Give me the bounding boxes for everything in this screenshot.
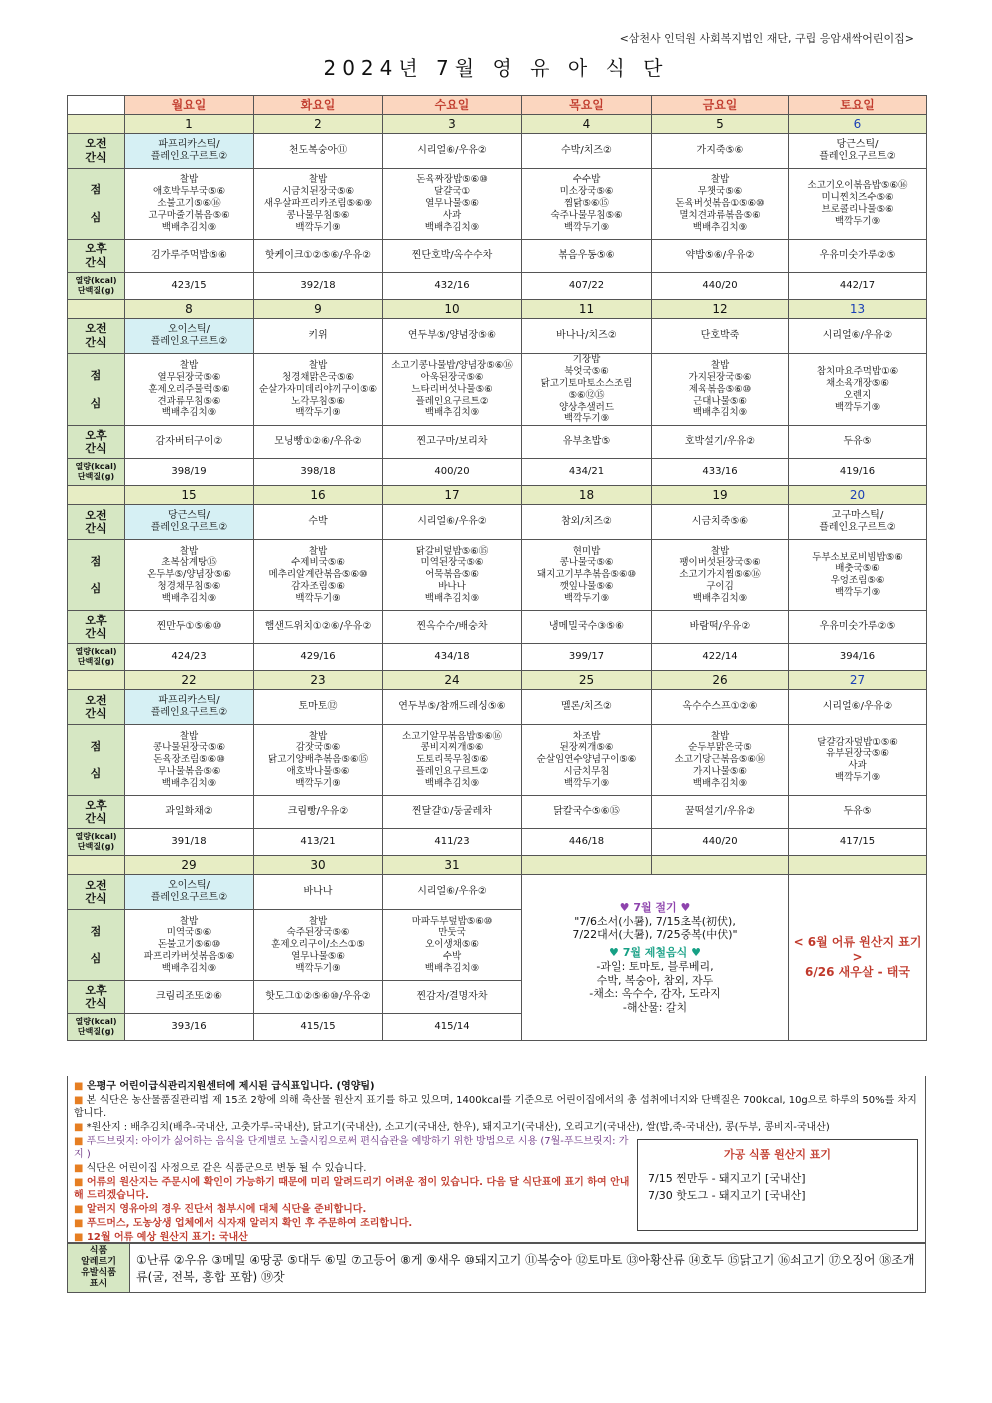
am-snack-cell: 바나나/치즈② (522, 319, 652, 354)
bullet-icon: ■ (74, 1136, 87, 1147)
date-cell: 30 (254, 856, 383, 875)
lunch-cell: 수수밥 미소장국⑤⑥ 찜닭⑤⑥⑮ 숙주나물무침⑤⑥ 백깍두기⑨ (522, 169, 652, 240)
pm-snack-cell: 김가루주먹밥⑤⑥ (125, 240, 254, 273)
am-snack-cell: 옥수수스프①②⑥ (652, 690, 789, 725)
lunch-cell: 두부소보로비빔밥⑤⑥ 배춧국⑤⑥ 우엉조림⑤⑥ 백깍두기⑨ (789, 540, 927, 611)
lunch-cell: 찰밥 미역국⑤⑥ 돈불고기⑤⑥⑩ 파프리카버섯볶음⑤⑥ 백배추김치⑨ (125, 910, 254, 981)
date-cell (652, 856, 789, 875)
date-cell (522, 856, 652, 875)
note-text: 식단은 어린이집 사정으로 같은 식품군으로 변동 될 수 있습니다. (86, 1163, 367, 1174)
pm-snack-cell: 우유미숫가루②⑤ (789, 611, 927, 644)
lunch-label: 점 심 (68, 169, 125, 240)
lunch-cell: 찰밥 숙주된장국⑤⑥ 훈제오리구이/소스①⑤ 열무나물⑤⑥ 백깍두기⑨ (254, 910, 383, 981)
note-line (74, 1176, 634, 1202)
pm-snack-cell: 찐고구마/보리차 (383, 426, 522, 459)
season-title: ♥ 7월 절기 ♥ (619, 900, 691, 914)
am-snack-cell: 멜론/치즈② (522, 690, 652, 725)
am-snack-cell: 시리얼⑥/우유② (383, 875, 522, 910)
processed-origin-item: 7/30 핫도그 - 돼지고기 [국내산] (648, 1189, 806, 1203)
bullet-icon: ■ (74, 1122, 87, 1133)
nutrition-cell: 400/20 (383, 459, 522, 486)
day-name-header: 화요일 (254, 96, 383, 115)
day-name-header: 수요일 (383, 96, 522, 115)
day-name-header: 월요일 (125, 96, 254, 115)
pm-snack-cell: 찐옥수수/배숭차 (383, 611, 522, 644)
lunch-cell: 소고기콩나물밥/양념장⑤⑥⑯ 아욱된장국⑤⑥ 느타리버섯나물⑤⑥ 플레인요구르트② 백배추김치⑨ (383, 354, 522, 426)
pm-snack-cell: 모닝빵①②⑥/우유② (254, 426, 383, 459)
processed-origin-item: 7/15 찐만두 - 돼지고기 [국내산] (648, 1171, 806, 1185)
nutrition-cell: 399/17 (522, 644, 652, 671)
lunch-cell: 찰밥 열무된장국⑤⑥ 훈제오리주물럭⑤⑥ 견과류무침⑤⑥ 백배추김치⑨ (125, 354, 254, 426)
nutrition-cell: 442/17 (789, 273, 927, 300)
note-text: 푸드머스, 도농상생 업체에서 식자재 알러지 확인 후 주문하여 조리합니다. (86, 1218, 413, 1229)
lunch-cell: 참치마요주먹밥①⑥ 채소육개장⑤⑥ 오렌지 백깍두기⑨ (789, 354, 927, 426)
pm-snack-cell: 크림빵/우유② (254, 796, 383, 829)
pm-snack-cell: 꿀떡설기/우유② (652, 796, 789, 829)
bullet-icon: ■ (74, 1095, 87, 1106)
pm-snack-cell: 찐만두①⑤⑥⑩ (125, 611, 254, 644)
allergy-list: ①난류 ②우유 ③메밀 ④땅콩 ⑤대두 ⑥밀 ⑦고등어 ⑧게 ⑨새우 ⑩돼지고기 ⑪복숭아 ⑫토마토 ⑬아황산류 ⑭호두 ⑮닭고기 ⑯쇠고기 ⑰오징어 ⑱조개류(굴, 전복, 홍합 포함) ⑲잣 (136, 1253, 915, 1285)
date-cell: 15 (125, 486, 254, 505)
note-text: 은평구 어린이급식관리지원센터에 제시된 급식표입니다. (영양팀) (86, 1081, 375, 1092)
allergy-legend (67, 1243, 926, 1293)
fish-origin-title: < 6월 어류 원산지 표기 > (793, 935, 922, 965)
nutrition-cell: 398/19 (125, 459, 254, 486)
nutrition-cell: 440/20 (652, 829, 789, 856)
lunch-label: 점 심 (68, 910, 125, 981)
nutrition-cell: 393/16 (125, 1014, 254, 1041)
pm-snack-cell: 냉메밀국수③⑤⑥ (522, 611, 652, 644)
date-cell: 22 (125, 671, 254, 690)
note-line (74, 1080, 919, 1093)
lunch-cell: 돈육짜장밥⑤⑥⑩ 달걀국① 열무나물⑤⑥ 사과 백배추김치⑨ (383, 169, 522, 240)
am-snack-cell: 가지죽⑤⑥ (652, 134, 789, 169)
nutrition-cell: 424/23 (125, 644, 254, 671)
note-line (74, 1203, 634, 1216)
am-snack-cell: 시금치죽⑤⑥ (652, 505, 789, 540)
corner-cell (68, 96, 125, 115)
am-snack-cell: 시리얼⑥/우유② (383, 505, 522, 540)
season-text: "7/6소서(小暑), 7/15초복(初伏), 7/22대서(大暑), 7/25중복(中伏)" (572, 914, 738, 942)
season-info-cell (522, 875, 789, 1041)
am-snack-cell: 당근스틱/ 플레인요구르트② (789, 134, 927, 169)
nutrition-cell: 429/16 (254, 644, 383, 671)
date-cell: 8 (125, 300, 254, 319)
date-cell: 17 (383, 486, 522, 505)
date-cell: 10 (383, 300, 522, 319)
bullet-icon: ■ (74, 1204, 87, 1215)
am-snack-cell: 오이스틱/ 플레인요구르트② (125, 875, 254, 910)
nutrition-cell: 415/14 (383, 1014, 522, 1041)
am-snack-cell: 시리얼⑥/우유② (789, 690, 927, 725)
pm-snack-cell: 과일화채② (125, 796, 254, 829)
am-snack-cell: 바나나 (254, 875, 383, 910)
date-cell: 5 (652, 115, 789, 134)
lunch-cell: 찰밥 청경채맑은국⑤⑥ 순살가자미데리야끼구이⑤⑥ 노각무침⑤⑥ 백깍두기⑨ (254, 354, 383, 426)
nutrition-cell: 391/18 (125, 829, 254, 856)
pm-snack-cell: 찐단호박/옥수수차 (383, 240, 522, 273)
note-text: 본 식단은 농산물품질관리법 제 15조 2항에 의해 축산물 원산지 표기를 하고 있으며, 1400kcal를 기준으로 어린이집에서의 총 섭취에너지와 단백질은 700kcal, 10g으로 하루의 50%를 차지합니다. (74, 1095, 917, 1119)
nutrition-label: 열량(kcal) 단백질(g) (68, 459, 125, 486)
bullet-icon: ■ (74, 1218, 87, 1229)
day-name-header: 금요일 (652, 96, 789, 115)
processed-origin-box (637, 1139, 918, 1231)
pm-snack-label: 오후 간식 (68, 981, 125, 1014)
date-cell: 29 (125, 856, 254, 875)
nutrition-cell: 423/15 (125, 273, 254, 300)
note-line (74, 1094, 919, 1120)
bullet-icon: ■ (74, 1177, 87, 1188)
pm-snack-label: 오후 간식 (68, 611, 125, 644)
am-snack-cell: 천도복숭아⑪ (254, 134, 383, 169)
nutrition-cell: 415/15 (254, 1014, 383, 1041)
am-snack-cell: 수박 (254, 505, 383, 540)
lunch-cell: 소고기알무볶음밥⑤⑥⑯ 콩비지찌개⑤⑥ 도토리묵무침⑤⑥ 플레인요구르트② 백배추김치⑨ (383, 725, 522, 796)
note-line (74, 1217, 634, 1230)
nutrition-cell: 411/23 (383, 829, 522, 856)
date-cell: 3 (383, 115, 522, 134)
note-line (74, 1121, 919, 1134)
nutrition-cell: 394/16 (789, 644, 927, 671)
note-text: 알러지 영유아의 경우 진단서 첨부시에 대체 식단을 준비합니다. (86, 1204, 367, 1215)
date-row-spacer (68, 671, 125, 690)
am-snack-cell: 고구마스틱/ 플레인요구르트② (789, 505, 927, 540)
page-title: 2024년 7월 영 유 아 식 단 (323, 56, 669, 80)
nutrition-label: 열량(kcal) 단백질(g) (68, 644, 125, 671)
date-cell: 16 (254, 486, 383, 505)
pm-snack-cell: 호박설기/우유② (652, 426, 789, 459)
date-cell: 11 (522, 300, 652, 319)
pm-snack-cell: 크림리조또②⑥ (125, 981, 254, 1014)
pm-snack-cell: 볶음우동⑤⑥ (522, 240, 652, 273)
nutrition-cell: 398/18 (254, 459, 383, 486)
am-snack-cell: 파프리카스틱/ 플레인요구르트② (125, 690, 254, 725)
lunch-cell: 찰밥 감잣국⑤⑥ 닭고기양배추볶음⑤⑥⑮ 애호박나물⑤⑥ 백깍두기⑨ (254, 725, 383, 796)
day-name-header: 목요일 (522, 96, 652, 115)
nutrition-cell: 392/18 (254, 273, 383, 300)
seasonal-food-title: ♥ 7월 제철음식 ♥ (609, 946, 701, 959)
lunch-cell: 소고기오이볶음밥⑤⑥⑯ 미니찐치즈수⑤⑥ 브로콜리나물⑤⑥ 백깍두기⑨ (789, 169, 927, 240)
fish-origin-item: 6/26 새우살 - 태국 (805, 965, 910, 980)
date-row-spacer (68, 486, 125, 505)
lunch-cell: 찰밥 시금치된장국⑤⑥ 새우살파프리카조림⑤⑥⑨ 콩나물무침⑤⑥ 백깍두기⑨ (254, 169, 383, 240)
date-cell: 13 (789, 300, 927, 319)
am-snack-label: 오전 간식 (68, 875, 125, 910)
lunch-cell: 찰밥 애호박두부국⑤⑥ 소불고기⑤⑥⑯ 고구마줄기볶음⑤⑥ 백배추김치⑨ (125, 169, 254, 240)
date-cell: 9 (254, 300, 383, 319)
am-snack-cell: 수박/치즈② (522, 134, 652, 169)
am-snack-cell: 토마토⑫ (254, 690, 383, 725)
nutrition-label: 열량(kcal) 단백질(g) (68, 1014, 125, 1041)
date-cell: 20 (789, 486, 927, 505)
note-line (74, 1135, 634, 1161)
lunch-cell: 마파두부덮밥⑤⑥⑩ 만둣국 오이생채⑤⑥ 수박 백배추김치⑨ (383, 910, 522, 981)
lunch-label: 점 심 (68, 540, 125, 611)
am-snack-label: 오전 간식 (68, 690, 125, 725)
seasonal-food-text: -과일: 토마토, 블루베리, 수박, 복숭아, 참외, 자두 -채소: 옥수수, 감자, 도라지 -해산물: 갈치 (589, 959, 721, 1014)
date-cell: 2 (254, 115, 383, 134)
am-snack-cell: 단호박죽 (652, 319, 789, 354)
nutrition-label: 열량(kcal) 단백질(g) (68, 829, 125, 856)
pm-snack-label: 오후 간식 (68, 240, 125, 273)
lunch-cell: 찰밥 무챗국⑤⑥ 돈육버섯볶음①⑤⑥⑩ 멸치견과류볶음⑤⑥ 백배추김치⑨ (652, 169, 789, 240)
date-cell: 23 (254, 671, 383, 690)
date-cell: 27 (789, 671, 927, 690)
date-cell: 4 (522, 115, 652, 134)
allergy-label: 식품 알레르기 유발식품 표시 (68, 1244, 130, 1292)
pm-snack-cell: 핫도그①②⑤⑥⑩/우유② (254, 981, 383, 1014)
lunch-cell: 닭갈비덮밥⑤⑥⑮ 미역된장국⑤⑥ 어묵볶음⑤⑥ 바나나 백배추김치⑨ (383, 540, 522, 611)
date-row-spacer (68, 300, 125, 319)
pm-snack-label: 오후 간식 (68, 796, 125, 829)
pm-snack-cell: 약밥⑤⑥/우유② (652, 240, 789, 273)
date-cell: 1 (125, 115, 254, 134)
nutrition-cell: 433/16 (652, 459, 789, 486)
pm-snack-cell: 두유⑤ (789, 426, 927, 459)
lunch-cell: 기장밥 북엇국⑤⑥ 닭고기토마토소스조림⑤⑥⑫⑮ 양상추샐러드 백깍두기⑨ (522, 354, 652, 426)
pm-snack-label: 오후 간식 (68, 426, 125, 459)
processed-origin-title: 가공 식품 원산지 표기 (723, 1148, 832, 1161)
date-cell: 31 (383, 856, 522, 875)
date-cell: 19 (652, 486, 789, 505)
lunch-label: 점 심 (68, 354, 125, 426)
note-text: *원산지 : 배추김치(배추-국내산, 고춧가루-국내산), 닭고기(국내산), 소고기(국내산, 한우), 돼지고기(국내산), 오리고기(국내산), 쌀(밥,죽-국내산), 콩(두부, 콩비지-국내산) (86, 1122, 830, 1133)
nutrition-cell: 419/16 (789, 459, 927, 486)
am-snack-cell: 연두부⑤/참깨드레싱⑤⑥ (383, 690, 522, 725)
nutrition-cell: 446/18 (522, 829, 652, 856)
am-snack-cell: 파프리카스틱/ 플레인요구르트② (125, 134, 254, 169)
date-cell: 18 (522, 486, 652, 505)
am-snack-label: 오전 간식 (68, 505, 125, 540)
am-snack-label: 오전 간식 (68, 319, 125, 354)
pm-snack-cell: 감자버터구이② (125, 426, 254, 459)
am-snack-cell: 시리얼⑥/우유② (383, 134, 522, 169)
nutrition-cell: 440/20 (652, 273, 789, 300)
nutrition-cell: 434/18 (383, 644, 522, 671)
lunch-cell: 찰밥 가지된장국⑤⑥ 제육볶음⑤⑥⑩ 근대나물⑤⑥ 백배추김치⑨ (652, 354, 789, 426)
bullet-icon: ■ (74, 1081, 87, 1092)
note-text: 어류의 원산지는 주문시에 확인이 가능하기 때문에 미리 알려드리기 어려운 점이 있습니다. 다음 달 식단표에 표기 하여 안내해 드리겠습니다. (74, 1177, 630, 1201)
pm-snack-cell: 유부초밥⑤ (522, 426, 652, 459)
nutrition-cell: 434/21 (522, 459, 652, 486)
date-cell: 12 (652, 300, 789, 319)
date-row-spacer (68, 856, 125, 875)
day-name-header: 토요일 (789, 96, 927, 115)
pm-snack-cell: 바람떡/우유② (652, 611, 789, 644)
pm-snack-cell: 찐달걀①/둥굴레차 (383, 796, 522, 829)
bullet-icon: ■ (74, 1232, 87, 1243)
nutrition-cell: 417/15 (789, 829, 927, 856)
date-cell: 26 (652, 671, 789, 690)
lunch-label: 점 심 (68, 725, 125, 796)
lunch-cell: 찰밥 콩나물된장국⑤⑥ 돈육장조림⑤⑥⑩ 무나물볶음⑤⑥ 백배추김치⑨ (125, 725, 254, 796)
nutrition-label: 열량(kcal) 단백질(g) (68, 273, 125, 300)
fish-origin-cell (789, 875, 927, 1041)
pm-snack-cell: 두유⑤ (789, 796, 927, 829)
pm-snack-cell: 햄샌드위치①②⑥/우유② (254, 611, 383, 644)
bullet-icon: ■ (74, 1163, 87, 1174)
am-snack-cell: 연두부⑤/양념장⑤⑥ (383, 319, 522, 354)
pm-snack-cell: 찐감자/결명자차 (383, 981, 522, 1014)
lunch-cell: 찰밥 순두부맑은국⑤ 소고기당근볶음⑤⑥⑯ 가지나물⑤⑥ 백배추김치⑨ (652, 725, 789, 796)
nutrition-cell: 407/22 (522, 273, 652, 300)
lunch-cell: 찰밥 수제비국⑤⑥ 메추리알계란볶음⑤⑥⑩ 감자조림⑤⑥ 백깍두기⑨ (254, 540, 383, 611)
date-row-spacer (68, 115, 125, 134)
nutrition-cell: 432/16 (383, 273, 522, 300)
date-cell: 6 (789, 115, 927, 134)
am-snack-cell: 키위 (254, 319, 383, 354)
menu-table (67, 95, 927, 1041)
date-cell: 24 (383, 671, 522, 690)
pm-snack-cell: 우유미숫가루②⑤ (789, 240, 927, 273)
am-snack-cell: 참외/치즈② (522, 505, 652, 540)
am-snack-label: 오전 간식 (68, 134, 125, 169)
nutrition-cell: 422/14 (652, 644, 789, 671)
am-snack-cell: 오이스틱/ 플레인요구르트② (125, 319, 254, 354)
header-note: <삼천사 인덕원 사회복지법인 재단, 구립 응암새싹어린이집> (619, 32, 914, 45)
lunch-cell: 달걀감자덮밥①⑤⑥ 유부된장국⑤⑥ 사과 백깍두기⑨ (789, 725, 927, 796)
pm-snack-cell: 닭칼국수⑤⑥⑮ (522, 796, 652, 829)
note-text: 12월 어류 예상 원산지 표기: 국내산 (86, 1232, 248, 1243)
note-text: 푸드브릿지: 아이가 싫어하는 음식을 단계별로 노출시킴으로써 편식습관을 예방하기 위한 방법으로 시용 (7월-푸드브릿지: 가지 ) (74, 1136, 629, 1160)
pm-snack-cell: 핫케이크①②⑤⑥/우유② (254, 240, 383, 273)
lunch-cell: 찰밥 팽이버섯된장국⑤⑥ 소고기가지찜⑤⑥⑯ 구이김 백배추김치⑨ (652, 540, 789, 611)
date-cell: 25 (522, 671, 652, 690)
nutrition-cell: 413/21 (254, 829, 383, 856)
am-snack-cell: 당근스틱/ 플레인요구르트② (125, 505, 254, 540)
date-cell (789, 856, 927, 875)
lunch-cell: 차조밥 된장찌개⑤⑥ 순살임연수양념구이⑤⑥ 시금치무침 백깍두기⑨ (522, 725, 652, 796)
am-snack-cell: 시리얼⑥/우유② (789, 319, 927, 354)
lunch-cell: 현미밥 콩나물국⑤⑥ 돼지고기부추볶음⑤⑥⑩ 깻잎나물⑤⑥ 백깍두기⑨ (522, 540, 652, 611)
lunch-cell: 찰밥 초복삼계탕⑮ 온두부⑤/양념장⑤⑥ 청경채무침⑤⑥ 백배추김치⑨ (125, 540, 254, 611)
